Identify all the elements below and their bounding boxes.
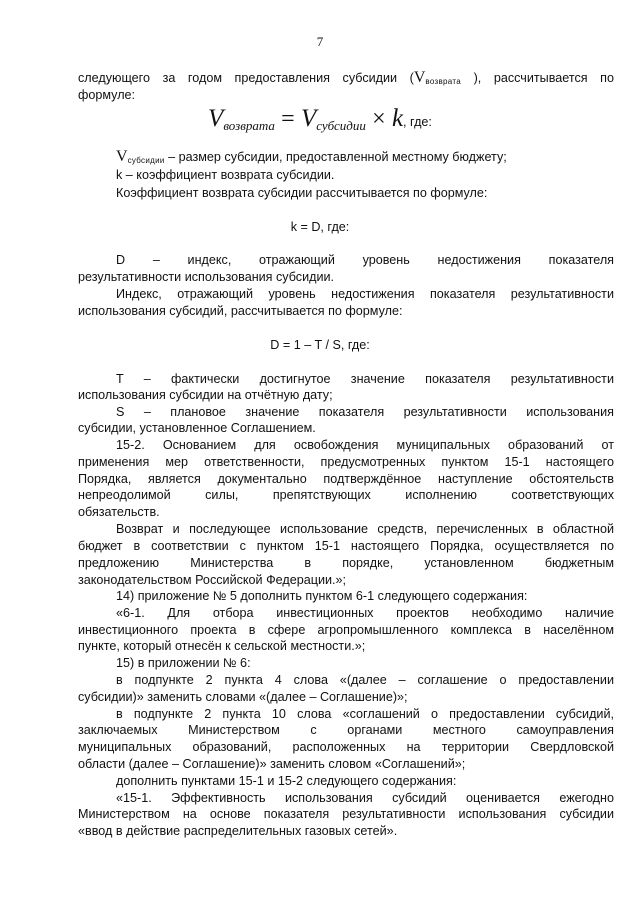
paragraph-line: «ввод в действие распределительных газовых сетей». <box>78 824 398 838</box>
paragraph-line: Коэффициент возврата субсидии рассчитывается по формуле: <box>116 186 488 200</box>
paragraph-subpoint-10: в подпункте 2 пункта 10 слова «соглашений о предоставлении субсидий, <box>116 707 614 721</box>
list-item-15: 15) в приложении № 6: <box>116 656 251 670</box>
paragraph-15-1: «15-1. Эффективность использования субсидий оценивается ежегодно <box>116 791 614 805</box>
paragraph-6-1: «6-1. Для отбора инвестиционных проектов необходимо наличие <box>116 606 614 620</box>
definition-v-subsidy: Vсубсидии – размер субсидии, предоставленной местному бюджету; <box>116 149 507 165</box>
paragraph-line: дополнить пунктами 15-1 и 15-2 следующего содержания: <box>116 774 457 788</box>
paragraph-line: заключаемых Министерством с органами местного самоуправления <box>78 723 614 737</box>
paragraph-line: непреодолимой силы, препятствующих исполнению соответствующих <box>78 488 614 502</box>
paragraph-line: использования субсидий, рассчитывается по формуле: <box>78 304 403 318</box>
paragraph-line: области (далее – Соглашение)» заменить словом «Соглашений»; <box>78 757 466 771</box>
paragraph-line: обязательств. <box>78 505 160 519</box>
paragraph-line: субсидии)» заменить словами «(далее – Соглашение)»; <box>78 690 408 704</box>
paragraph-line: формуле: <box>78 88 136 102</box>
paragraph-line: Индекс, отражающий уровень недостижения показателя результативности <box>116 287 614 301</box>
paragraph-line: использования субсидии на отчётную дату; <box>78 388 333 402</box>
paragraph-line: муниципальных образований, расположенных на территории Свердловской <box>78 740 614 754</box>
formula-d: D = 1 – T / S, где: <box>270 338 370 352</box>
paragraph-line: применения мер ответственности, предусмотренных пунктом 15-1 настоящего <box>78 455 614 469</box>
paragraph-return: Возврат и последующее использование средств, перечисленных в областной <box>116 522 614 536</box>
list-item-14: 14) приложение № 5 дополнить пунктом 6-1 следующего содержания: <box>116 589 528 603</box>
paragraph-line: инвестиционного проекта в сфере агропромышленного комплекса в населённом <box>78 623 614 637</box>
paragraph-line: Министерством на основе показателя результативности использования субсидии <box>78 807 614 821</box>
definition-d: D – индекс, отражающий уровень недостижения показателя <box>116 253 614 267</box>
paragraph-line: предложению Министерства в порядке, установленном бюджетным <box>78 556 614 570</box>
paragraph-line: результативности использования субсидии. <box>78 270 335 284</box>
paragraph-line: следующего за годом предоставления субсидии (Vвозврата ), рассчитывается по <box>78 70 614 86</box>
definition-s: S – плановое значение показателя результативности использования <box>116 405 614 419</box>
paragraph-15-2: 15-2. Основанием для освобождения муниципальных образований от <box>116 438 614 452</box>
page-number: 7 <box>316 34 324 49</box>
paragraph-line: субсидии, установленное Соглашением. <box>78 421 316 435</box>
paragraph-line: пункте, который отнесён к сельской местности.»; <box>78 639 366 653</box>
formula-v-return: $V_{возврата} = V_{субсидии} \times k$, где: <box>208 105 432 133</box>
definition-k: k – коэффициент возврата субсидии. <box>116 168 335 182</box>
definition-t: T – фактически достигнутое значение показателя результативности <box>116 372 614 386</box>
paragraph-subpoint-2: в подпункте 2 пункта 4 слова «(далее – соглашение о предоставлении <box>116 673 614 687</box>
formula-k: k = D, где: <box>290 220 350 234</box>
paragraph-line: законодательством Российской Федерации.»; <box>78 573 347 587</box>
paragraph-line: Порядка, является документально подтверждённое наступление обстоятельств <box>78 472 614 486</box>
paragraph-line: бюджет в соответствии с пунктом 15-1 настоящего Порядка, осуществляется по <box>78 539 614 553</box>
